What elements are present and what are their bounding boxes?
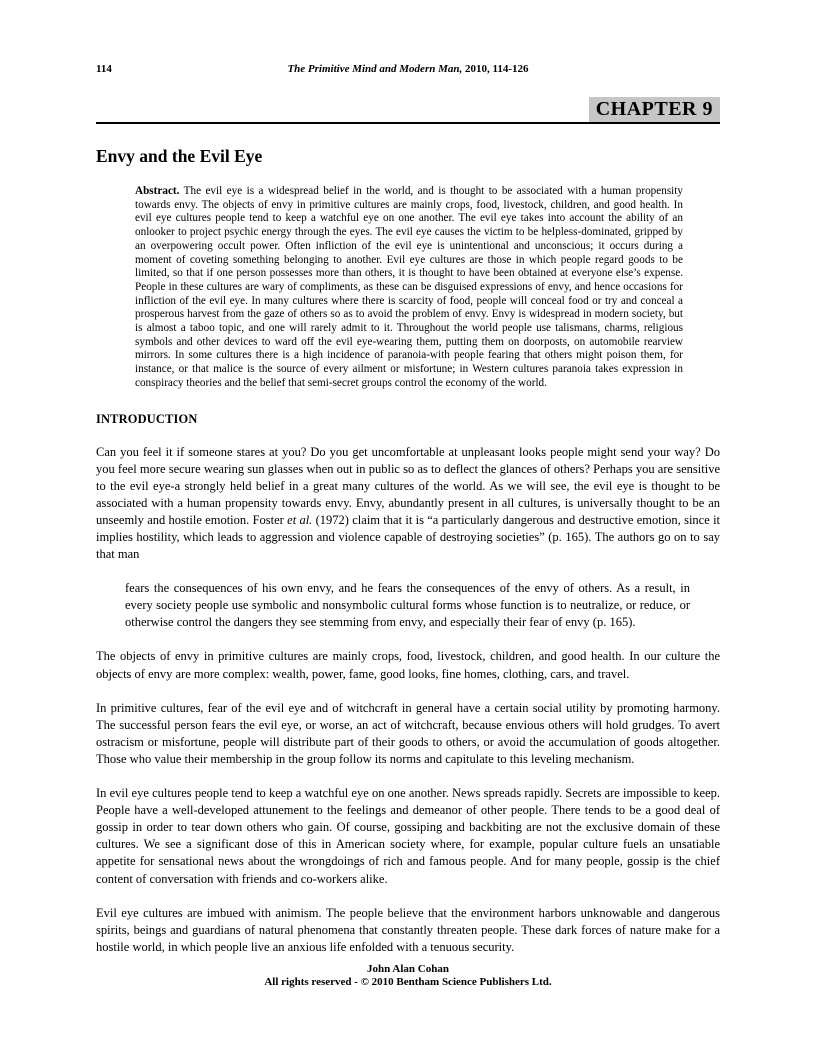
abstract-label: Abstract. bbox=[135, 185, 180, 197]
abstract-block bbox=[135, 185, 683, 391]
paragraph-1-etal: et al. bbox=[287, 512, 313, 527]
chapter-rule bbox=[96, 97, 720, 124]
chapter-title: Envy and the Evil Eye bbox=[96, 146, 263, 166]
paragraph-3: In primitive cultures, fear of the evil eye and of witchcraft in general have a certain social utility by promoting harmony. The successful person fears the evil eye, or worse, an act of witchcraft, because envious others will hold grudges. To avert ostracism or misfortune, people will distribute part of their goods to others, or avoid the accumulation of goods altogether. Those who value their membership in the group follow its norms and capitulate to this leveling mechanism. bbox=[96, 700, 720, 766]
paragraph-1-text-b: (1972) claim that it is “a particularly dangerous and destructive emotion, since it implies hostility, which leads to aggression and violence capable of destroying societies” (p. 165). The authors go on to say that man bbox=[96, 512, 721, 562]
paragraph-2: The objects of envy in primitive cultures are mainly crops, food, livestock, children, and good health. In our culture the objects of envy are more complex: wealth, power, fame, good looks, fine homes, clothing, cars, and travel. bbox=[96, 649, 720, 681]
journal-info: 2010, 114-126 bbox=[462, 63, 529, 75]
running-title bbox=[216, 62, 600, 76]
paragraph-5: Evil eye cultures are imbued with animism. The people believe that the environment harbors unknowable and dangerous spirits, beings and guardians of natural phenomena that constantly threaten people. These dark forces of nature make for a hostile world, in which people live an anxious life enfolded with a tenuous security. bbox=[96, 905, 720, 954]
journal-title: The Primitive Mind and Modern Man, bbox=[287, 63, 463, 75]
abstract-text: The evil eye is a widespread belief in the world, and is thought to be associated with a human propensity towards envy. The objects of envy in primitive cultures are mainly crops, food, livestock, children, and good health. In evil eye cultures people tend to keep a watchful eye on one another. The evil eye takes into account the ability of an onlooker to project psychic energy through the eyes. The evil eye causes the victim to be helpless-dominated, gripped by an overpowering occult power. Often infliction of the evil eye is unintentional and unconscious; it occurs during a moment of coveting something belonging to another. Evil eye cultures are those in which people regard goods to be limited, so that if one person possesses more than others, it is thought to have been obtained at everyone else’s expense. People in these cultures are wary of compliments, as these can be disguised expressions of envy, and hence occasions for infliction of the evil eye. In many cultures where there is scarcity of food, people will conceal food or try and conceal a prosperous harvest from the gaze of others so as to avoid the problem of envy. Envy is widespread in modern society, but is almost a taboo topic, and one will rarely admit to it. Throughout the world people use talismans, charms, religious symbols and other devices to ward off the evil eye-wearing them, putting them on doorposts, on automobile rearview mirrors. In some cultures there is a high incidence of paranoia-with people fearing that others might poison them, for instance, or that malice is the source of every ailment or misfortune; in Western cultures paranoia takes expression in conspiracy theories and the belief that semi-secret groups control the economy of the world. bbox=[135, 185, 683, 389]
footer-author: John Alan Cohan bbox=[367, 962, 449, 975]
introduction-heading: INTRODUCTION bbox=[96, 411, 198, 426]
running-head bbox=[96, 62, 720, 76]
chapter-banner: CHAPTER 9 bbox=[589, 97, 720, 122]
paragraph-1-text-a: Can you feel it if someone stares at you? Do you get uncomfortable at unpleasant looks people might send your way? Do you feel more secure wearing sun glasses when out in public so as to deflect the glances of others? Perhaps you are sensitive to the evil eye-a strongly held belief in a great many cultures of the world. As we will see, the evil eye is thought to be associated with a human propensity towards envy. Envy, abundantly present in all cultures, is universally thought to be an unseemly and hostile emotion. Foster bbox=[96, 444, 720, 527]
block-quote: fears the consequences of his own envy, and he fears the consequences of the envy of others. As a result, in every society people use symbolic and nonsymbolic cultural forms whose function is to neutralize, or reduce, or otherwise control the dangers they see stemming from envy, and especially their fear of envy (p. 165). bbox=[125, 581, 690, 630]
page-number: 114 bbox=[96, 63, 112, 75]
paragraph-4: In evil eye cultures people tend to keep a watchful eye on one another. News spreads rapidly. Secrets are impossible to keep. People have a well-developed attunement to the feelings and demeanor of other people. There tends to be a good deal of gossip in order to tear down others who gain. Of course, gossiping and backbiting are not the exclusive domain of these cultures. We see a significant dose of this in American society where, for example, popular culture fuels an unsatiable appetite for sensational news about the wrongdoings of rich and famous people. And for many people, gossip is the chief content of conversation with friends and co-workers alike. bbox=[96, 786, 720, 886]
paragraph-1 bbox=[96, 444, 720, 564]
footer-rights: All rights reserved - © 2010 Bentham Science Publishers Ltd. bbox=[264, 976, 552, 989]
page-footer bbox=[96, 963, 720, 990]
